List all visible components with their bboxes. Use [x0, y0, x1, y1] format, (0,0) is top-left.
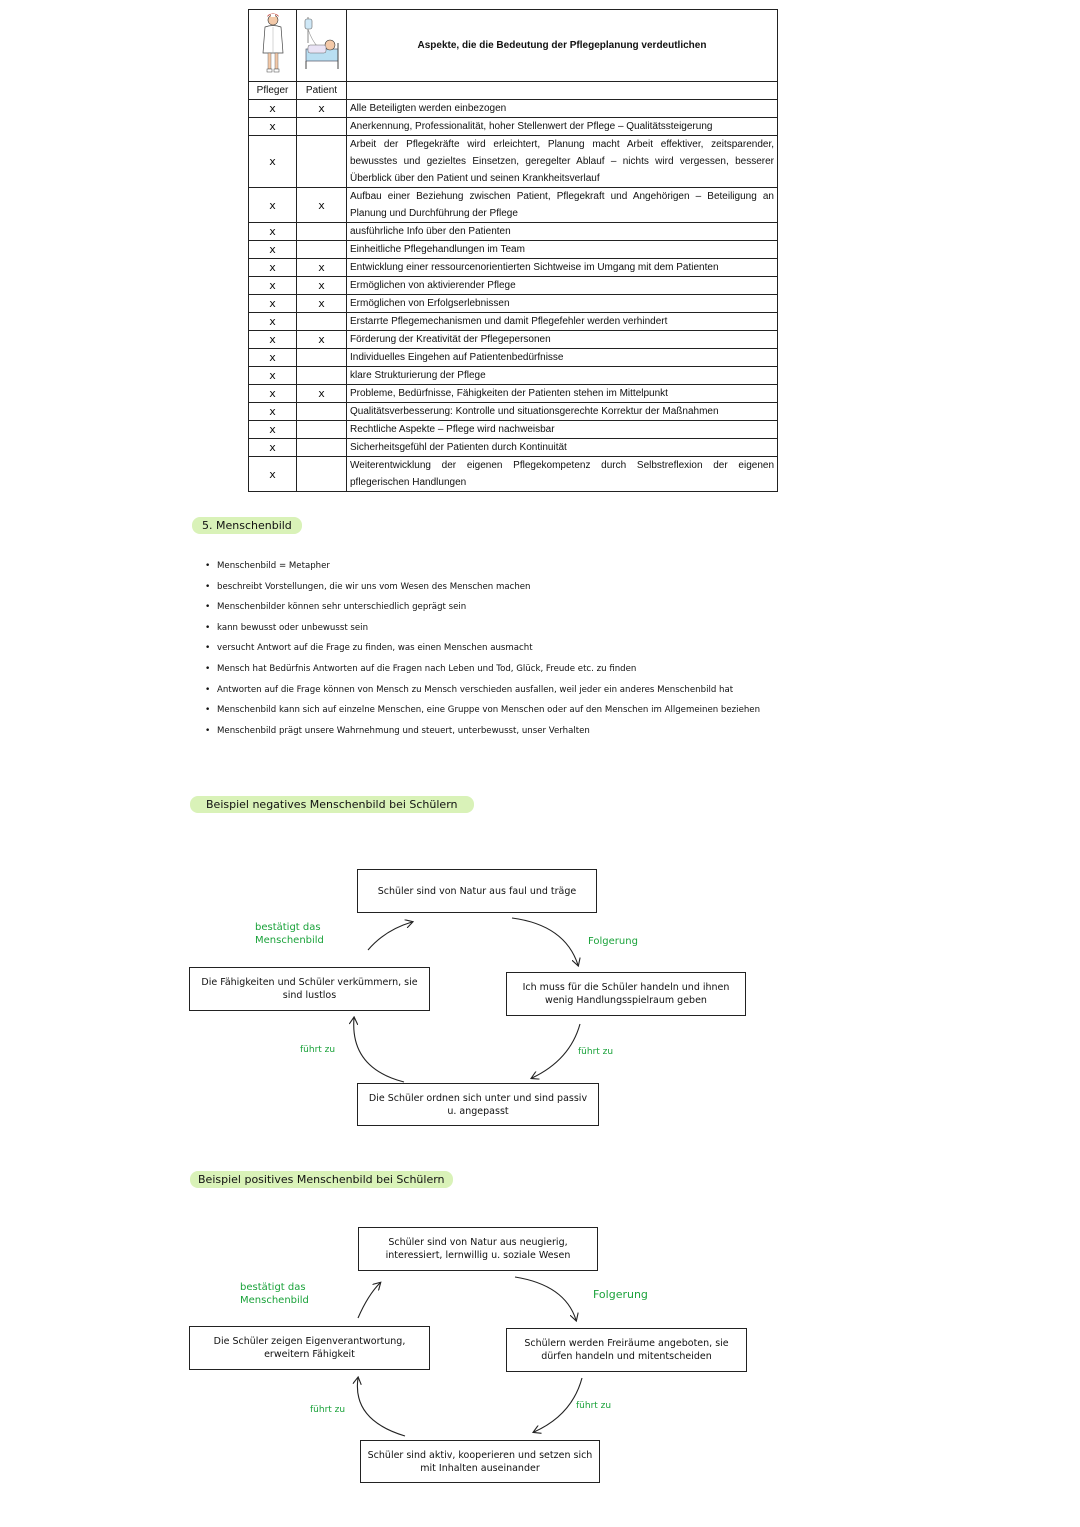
- negative-consequence-label: Folgerung: [588, 936, 638, 947]
- pfleger-mark: x: [249, 241, 297, 259]
- aspect-text: Entwicklung einer ressourcenorientierten Sichtweise im Umgang mit dem Patienten: [347, 259, 778, 277]
- negative-right-box: Ich muss für die Schüler handeln und ihnen wenig Handlungsspielraum geben: [506, 972, 746, 1016]
- pfleger-mark: x: [249, 367, 297, 385]
- positive-consequence-label: Folgerung: [593, 1288, 648, 1301]
- patient-mark: x: [297, 277, 347, 295]
- aspect-text: Erstarrte Pflegemechanismen und damit Pflegefehler werden verhindert: [347, 313, 778, 331]
- note-item: • beschreibt Vorstellungen, die wir uns vom Wesen des Menschen machen: [205, 577, 925, 598]
- aspect-text: Arbeit der Pflegekräfte wird erleichtert, Planung macht Arbeit effektiver, zeitsparender, bewusstes und gezieltes Einsetzen, geregelter Ablauf – nichts wird vergessen, besserer Überblick über den Patient und seinen Krankheitsverlauf: [347, 136, 778, 188]
- aspect-text: Qualitätsverbesserung: Kontrolle und situationsgerechte Korrektur der Maßnahmen: [347, 403, 778, 421]
- pfleger-mark: x: [249, 313, 297, 331]
- aspect-text: Alle Beteiligten werden einbezogen: [347, 100, 778, 118]
- aspect-text: ausführliche Info über den Patienten: [347, 223, 778, 241]
- pfleger-mark: x: [249, 100, 297, 118]
- note-item: • Menschenbilder können sehr unterschiedlich geprägt sein: [205, 597, 925, 618]
- pfleger-mark: x: [249, 277, 297, 295]
- pfleger-mark: x: [249, 188, 297, 223]
- negative-arrow-confirm: [368, 922, 412, 950]
- positive-confirm-label: bestätigt das Menschenbild: [240, 1282, 309, 1306]
- pfleger-mark: x: [249, 403, 297, 421]
- patient-mark: x: [297, 385, 347, 403]
- pfleger-mark: x: [249, 385, 297, 403]
- positive-top-box: Schüler sind von Natur aus neugierig, interessiert, lernwillig u. soziale Wesen: [358, 1227, 598, 1271]
- aspect-text: Probleme, Bedürfnisse, Fähigkeiten der Patienten stehen im Mittelpunkt: [347, 385, 778, 403]
- positive-leads-left-label: führt zu: [310, 1405, 346, 1415]
- positive-arrow-left-up: [357, 1378, 405, 1436]
- patient-mark: x: [297, 331, 347, 349]
- negative-arrow-consequence: [512, 918, 578, 965]
- positive-arrow-confirm: [358, 1283, 380, 1318]
- aspect-text: Ermöglichen von aktivierender Pflege: [347, 277, 778, 295]
- patient-mark: x: [297, 100, 347, 118]
- patient-mark: x: [297, 259, 347, 277]
- aspect-text: Anerkennung, Professionalität, hoher Stellenwert der Pflege – Qualitätssteigerung: [347, 118, 778, 136]
- note-item: • Mensch hat Bedürfnis Antworten auf die Fragen nach Leben und Tod, Glück, Freude etc. zu finden: [205, 659, 925, 680]
- aspect-text: Einheitliche Pflegehandlungen im Team: [347, 241, 778, 259]
- pfleger-mark: x: [249, 349, 297, 367]
- pfleger-mark: x: [249, 223, 297, 241]
- patient-mark: x: [297, 295, 347, 313]
- pfleger-mark: x: [249, 457, 297, 492]
- aspect-text: Aufbau einer Beziehung zwischen Patient, Pflegekraft und Angehörigen – Beteiligung an Planung und Durchführung der Pflege: [347, 188, 778, 223]
- positive-arrow-consequence: [515, 1277, 576, 1320]
- aspect-text: Förderung der Kreativität der Pflegepersonen: [347, 331, 778, 349]
- section-title: 5. Menschenbild: [192, 517, 302, 534]
- positive-bottom-box: Schüler sind aktiv, kooperieren und setzen sich mit Inhalten auseinander: [360, 1440, 600, 1483]
- aspect-text: Weiterentwicklung der eigenen Pflegekompetenz durch Selbstreflexion der eigenen pflegerischen Handlungen: [347, 457, 778, 492]
- note-item: • Menschenbild prägt unsere Wahrnehmung und steuert, unterbewusst, unser Verhalten: [205, 721, 925, 742]
- negative-bottom-box: Die Schüler ordnen sich unter und sind passiv u. angepasst: [357, 1083, 599, 1126]
- negative-confirm-label: bestätigt das Menschenbild: [255, 922, 324, 946]
- note-item: • Menschenbild = Metapher: [205, 556, 925, 577]
- patient-mark: x: [297, 188, 347, 223]
- aspect-text: klare Strukturierung der Pflege: [347, 367, 778, 385]
- negative-leads-right-label: führt zu: [578, 1047, 614, 1057]
- col-patient-header: Patient: [297, 82, 347, 100]
- pfleger-mark: x: [249, 136, 297, 188]
- aspect-text: Ermöglichen von Erfolgserlebnissen: [347, 295, 778, 313]
- pfleger-mark: x: [249, 421, 297, 439]
- table-header-title: Aspekte, die die Bedeutung der Pflegeplanung verdeutlichen: [347, 10, 778, 82]
- aspect-text: Sicherheitsgefühl der Patienten durch Kontinuität: [347, 439, 778, 457]
- note-item: • kann bewusst oder unbewusst sein: [205, 618, 925, 639]
- positive-leads-right-label: führt zu: [576, 1401, 612, 1411]
- negative-arrow-left-up: [354, 1018, 404, 1082]
- positive-left-box: Die Schüler zeigen Eigenverantwortung, erweitern Fähigkeit: [189, 1326, 430, 1370]
- col-pfleger-header: Pfleger: [249, 82, 297, 100]
- aspect-text: Rechtliche Aspekte – Pflege wird nachweisbar: [347, 421, 778, 439]
- negative-top-box: Schüler sind von Natur aus faul und träge: [357, 869, 597, 913]
- pfleger-mark: x: [249, 439, 297, 457]
- aspect-text: Individuelles Eingehen auf Patientenbedürfnisse: [347, 349, 778, 367]
- negative-title: Beispiel negatives Menschenbild bei Schülern: [190, 796, 474, 813]
- negative-left-box: Die Fähigkeiten und Schüler verkümmern, sie sind lustlos: [189, 967, 430, 1011]
- pfleger-mark: x: [249, 118, 297, 136]
- pfleger-mark: x: [249, 295, 297, 313]
- pfleger-mark: x: [249, 259, 297, 277]
- note-item: • versucht Antwort auf die Frage zu finden, was einen Menschen ausmacht: [205, 638, 925, 659]
- note-item: • Menschenbild kann sich auf einzelne Menschen, eine Gruppe von Menschen oder auf den Menschen im Allgemeinen beziehen: [205, 700, 925, 721]
- negative-leads-left-label: führt zu: [300, 1045, 336, 1055]
- pfleger-mark: x: [249, 331, 297, 349]
- positive-arrow-right-down: [534, 1378, 582, 1432]
- positive-right-box: Schülern werden Freiräume angeboten, sie dürfen handeln und mitentscheiden: [506, 1328, 747, 1372]
- negative-arrow-right-down: [532, 1024, 580, 1078]
- note-item: • Antworten auf die Frage können von Mensch zu Mensch verschieden ausfallen, weil jeder ein anderes Menschenbild hat: [205, 680, 925, 701]
- positive-title: Beispiel positives Menschenbild bei Schülern: [190, 1171, 453, 1188]
